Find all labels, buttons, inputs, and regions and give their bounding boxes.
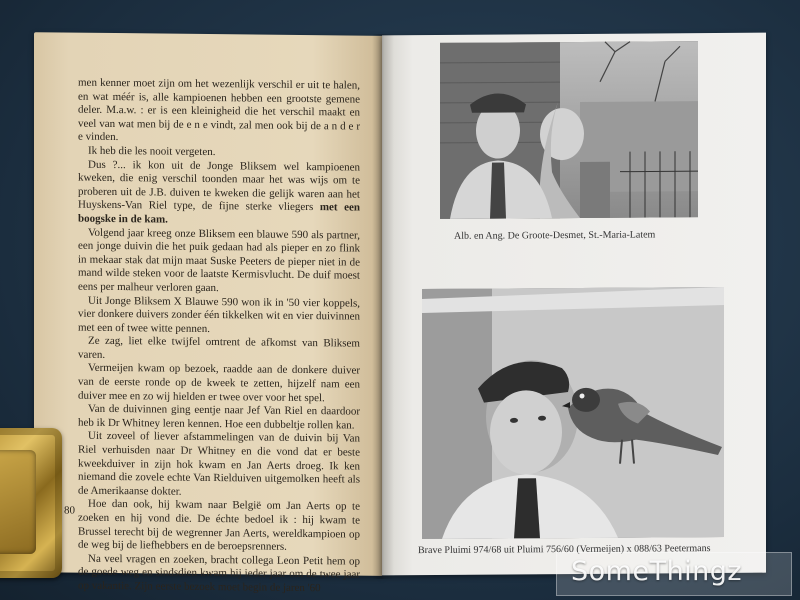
paragraph: Van de duivinnen ging eentje naar Jef Van Riel en daardoor heb ik Dr Whitney leren kennen. Hoe een dubbeltje rollen kan. [78, 402, 360, 432]
paragraph-text: Dus ?... ik kon uit de Jonge Bliksem wel kampioenen kweken, die enig verschil toonden maar het was wijs om te proberen uit de J.B. duiven te kweken die gelijk waren aan het Huyskens-Van Riel type, de fijne sterke vliegers [78, 158, 360, 214]
gold-frame-inner [0, 450, 36, 554]
page-number: 80 [64, 504, 75, 517]
right-page [382, 33, 766, 576]
paragraph: men kenner moet zijn om het wezenlijk verschil er uit te halen, en wat méér is, alle kampioenen hebben een grootste gemene deler. M.a.w. : er is een kleinigheid die het verschil maakt en veel van wat men bij de e n e vindt, zal men ook bij de a n d e r e vinden. [78, 76, 360, 144]
paragraph: Hoe dan ook, hij kwam naar België om Jan Aerts op te zoeken en hij vond die. De échte bedoel ik : hij kwam te Brussel terecht bij de wegrenner Jan Aerts, wereldkampioen op de weg bij de liefhebbers en de beroepsrenners. [78, 498, 360, 554]
paragraph [78, 158, 360, 229]
photo-caption-top: Alb. en Ang. De Groote-Desmet, St.-Maria-Latem [454, 229, 656, 242]
paragraph: Vermeijen kwam op bezoek, raadde aan de donkere duiver van de eerste ronde op de kweek te zetten, hijzelf nam een duiver mee en zo wij hielden er twee over voor het spel. [78, 362, 360, 404]
photo-couple-image [440, 41, 698, 219]
paragraph: Ik heb die les nooit vergeten. [88, 144, 216, 159]
paragraph: Ze zag, liet elke twijfel omtrent de afkomst van Bliksem varen. [78, 335, 360, 361]
paragraph: Uit zoveel of liever afstammelingen van de duivin bij Van Riel verhuisden naar Dr Whitney en die vond dat er beste kweekduiver in zijn hok kwam en Jan Aerts droeg. Ik ken niemand die zovele echte Van Rielduiven uitgemolken heeft als de Amerikaanse dokter. [78, 430, 360, 498]
left-page [34, 32, 382, 595]
left-page-text [78, 77, 360, 597]
paragraph: Volgend jaar kreeg onze Bliksem een blauwe 590 als partner, een jonge duivin die het puik gedaan had als pieper en zo flink in mekaar stak dat mijn maat Suske Peeters de pieper niet in de mand wilde steken voor de laatste Kermisvlucht. De duif moest eens per malheur verloren gaan. [78, 226, 360, 295]
watermark-text: SomeThingz [571, 556, 743, 587]
paragraph: Na veel vragen en zoeken, bracht collega Leon Petit hem op de goede weg en sindsdien kwam hij ieder jaar om de twee jaar op vakantie. Zijn eerste bezoek moet begin de jaren '60 [78, 552, 360, 595]
photo-man-with-pigeon [422, 287, 724, 539]
photo-man-with-pigeon-image [422, 287, 724, 539]
paragraph: Uit Jonge Bliksem X Blauwe 590 won ik in '50 vier koppels, vier donkere duivers zonder één tikkelken wit en vier duivinnen met een of twee witte pennen. [78, 294, 360, 335]
photo-couple [440, 41, 698, 219]
gold-frame-decoration [0, 428, 62, 578]
bold-phrase: met een boogske in de kam. [78, 201, 360, 226]
photo-caption-bottom: Brave Pluimi 974/68 uit Pluimi 756/60 (Vermeijen) x 088/63 Peetermans [418, 543, 711, 557]
watermark-logo [556, 552, 792, 596]
open-book [34, 34, 764, 595]
